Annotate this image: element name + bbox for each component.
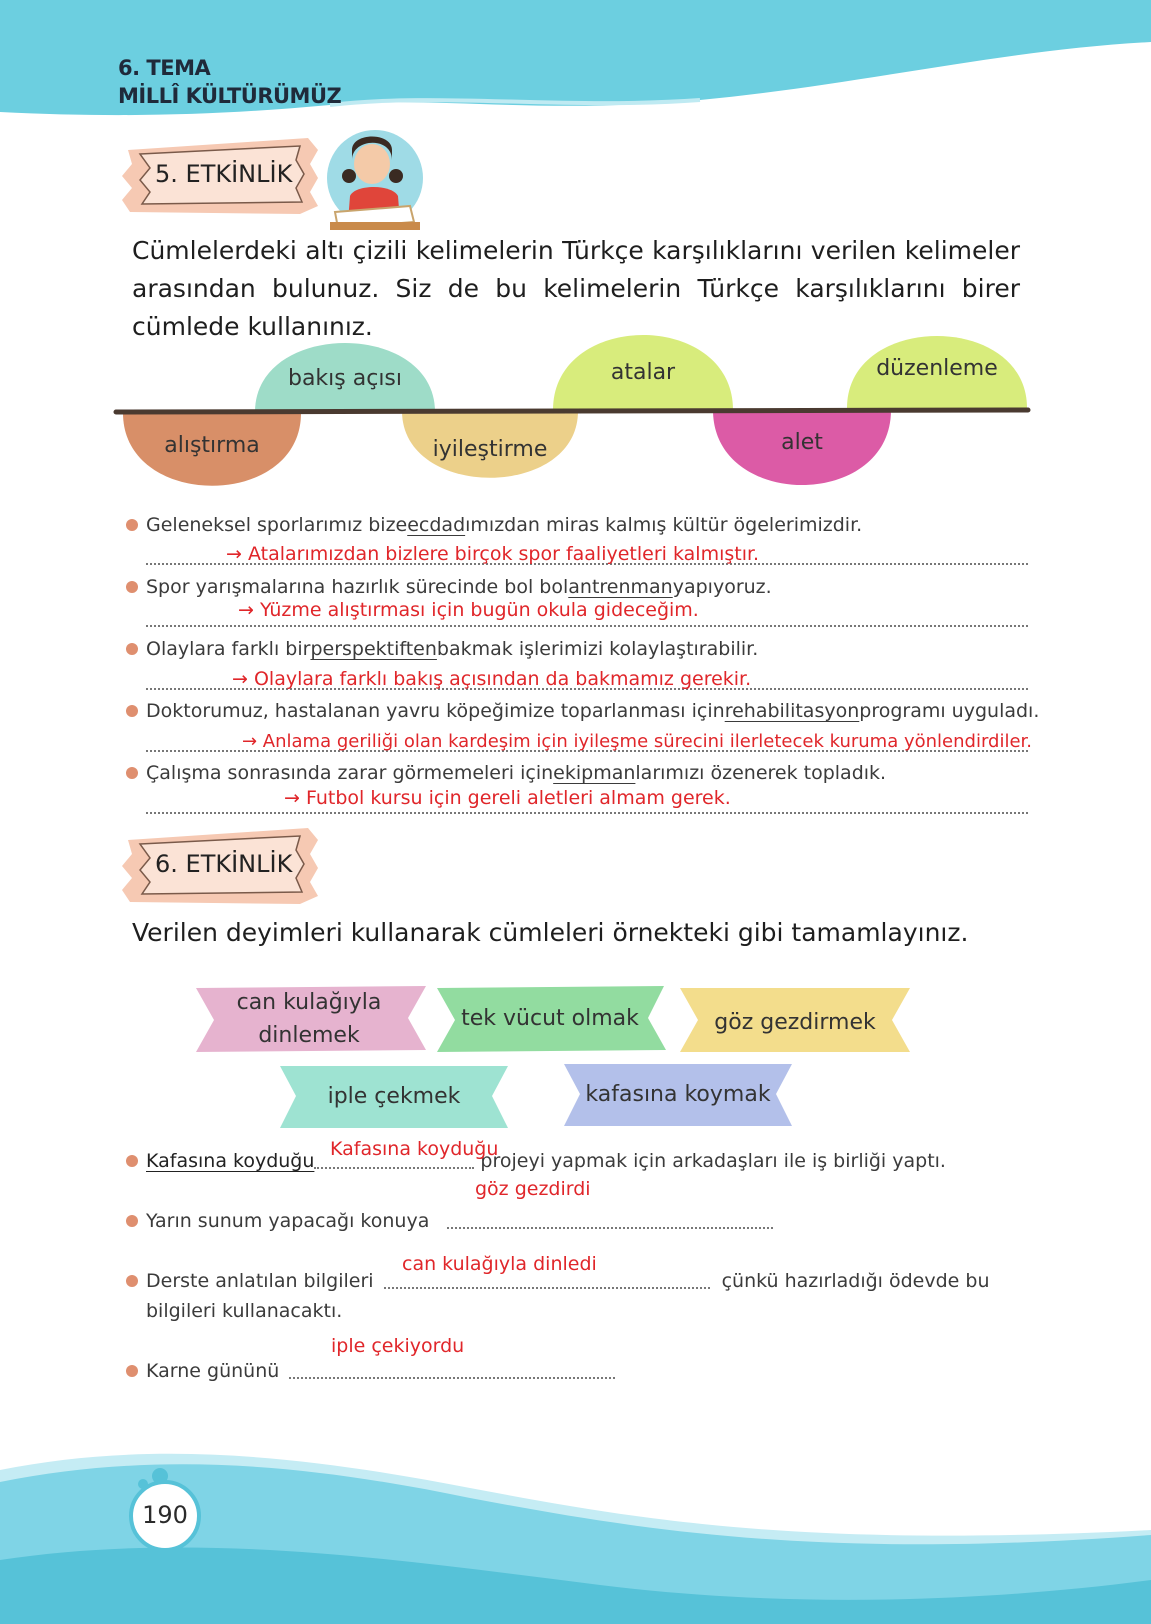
- word-alistirma: alıştırma: [164, 433, 260, 458]
- bullet-dot: [126, 1215, 138, 1227]
- activity5-sentence-1: Geleneksel sporlarımız bize ecdad ımızdan miras kalmış kültür ögelerimizdir.: [126, 514, 862, 536]
- underlined-word: ecdad: [407, 514, 466, 536]
- idiom-tek-vucut: tek vücut olmak: [461, 1006, 639, 1031]
- bullet-dot: [126, 643, 138, 655]
- activity5-sentence-3: Olaylara farklı bir perspektiften bakmak işlerimizi kolaylaştırabilir.: [126, 638, 758, 660]
- activity6-title: 6. ETKİNLİK: [155, 850, 293, 878]
- activity5-sentence-2: Spor yarışmalarına hazırlık sürecinde bol bol antrenman yapıyoruz.: [126, 576, 772, 598]
- answer-4: → Anlama geriliği olan kardeşim için iyileşme sürecini ilerletecek kuruma yönlendirdiler.: [242, 731, 1032, 752]
- answer-6-3: can kulağıyla dinledi: [402, 1253, 597, 1275]
- underlined-word: ekipman: [553, 762, 636, 784]
- activity5-sentence-5: Çalışma sonrasında zarar görmemeleri için ekipman larımızı özenerek topladık.: [126, 762, 886, 784]
- activity6-sentence-3: Derste anlatılan bilgileri çünkü hazırladığı ödevde bu: [126, 1270, 990, 1292]
- idiom-kafasina-koymak: kafasına koymak: [585, 1082, 771, 1107]
- bullet-dot: [126, 1275, 138, 1287]
- bullet-dot: [126, 519, 138, 531]
- underlined-word: perspektiften: [310, 638, 437, 660]
- answer-6-4: iple çekiyordu: [331, 1335, 465, 1357]
- activity5-title: 5. ETKİNLİK: [155, 160, 293, 188]
- fill-line-3[interactable]: [384, 1287, 710, 1289]
- word-line: [116, 410, 1028, 412]
- example-idiom: Kafasına koyduğu: [146, 1150, 315, 1172]
- word-iyilestirme: iyileştirme: [432, 437, 548, 462]
- activity5-sentence-4: Doktorumuz, hastalanan yavru köpeğimize toparlanması için rehabilitasyon programı uyguladı.: [126, 700, 1039, 722]
- theme-name: MİLLÎ KÜLTÜRÜMÜZ: [118, 84, 342, 108]
- activity5-instruction: Cümlelerdeki altı çizili kelimelerin Türkçe karşılıklarını verilen kelimeler arasından bulunuz. Siz de bu kelimelerin Türkçe karşılıklarını birer cümlede kullanınız.: [132, 236, 1020, 341]
- word-alet: alet: [781, 430, 823, 455]
- fill-line-4[interactable]: [289, 1377, 615, 1379]
- bullet-dot: [126, 1155, 138, 1167]
- underlined-word: rehabilitasyon: [724, 700, 860, 722]
- answer-2: → Yüzme alıştırması için bugün okula gideceğim.: [238, 599, 699, 621]
- bullet-dot: [126, 1365, 138, 1377]
- idiom-goz-gezdirmek: göz gezdirmek: [714, 1010, 876, 1035]
- activity6-sentence-1: Kafasına koyduğu projeyi yapmak için arkadaşları ile iş birliği yaptı.: [126, 1150, 946, 1172]
- fill-line-1[interactable]: [314, 1167, 474, 1169]
- activity6-instruction: Verilen deyimleri kullanarak cümleleri örnekteki gibi tamamlayınız.: [132, 918, 969, 947]
- answer-3: → Olaylara farklı bakış açısından da bakmamız gerekir.: [232, 668, 752, 690]
- answer-line-5[interactable]: [146, 812, 1028, 814]
- bullet-dot: [126, 705, 138, 717]
- activity6-sentence-2: Yarın sunum yapacağı konuya: [126, 1210, 773, 1232]
- word-duzenleme: düzenleme: [876, 356, 998, 381]
- underlined-word: antrenman: [568, 576, 673, 598]
- fill-line-2[interactable]: [447, 1227, 773, 1229]
- page-number: 190: [142, 1501, 188, 1529]
- word-atalar: atalar: [610, 360, 676, 385]
- answer-6-2: göz gezdirdi: [475, 1178, 591, 1200]
- answer-5: → Futbol kursu için gereli aletleri almam gerek.: [284, 787, 731, 809]
- activity6-sentence-3-continuation: bilgileri kullanacaktı.: [146, 1300, 343, 1322]
- bullet-dot: [126, 581, 138, 593]
- activity6-sentence-4: Karne gününü: [126, 1360, 615, 1382]
- theme-number: 6. TEMA: [118, 56, 211, 80]
- idiom-iple-cekmek: iple çekmek: [327, 1084, 461, 1109]
- answer-line-2[interactable]: [146, 625, 1028, 627]
- answer-6-1: Kafasına koyduğu: [330, 1138, 499, 1160]
- idiom-can-kulagiyla: can kulağıyla dinlemek: [236, 990, 382, 1048]
- word-bakis-acisi: bakış açısı: [287, 366, 403, 391]
- answer-1: → Atalarımızdan bizlere birçok spor faaliyetleri kalmıştır.: [226, 543, 760, 565]
- bullet-dot: [126, 767, 138, 779]
